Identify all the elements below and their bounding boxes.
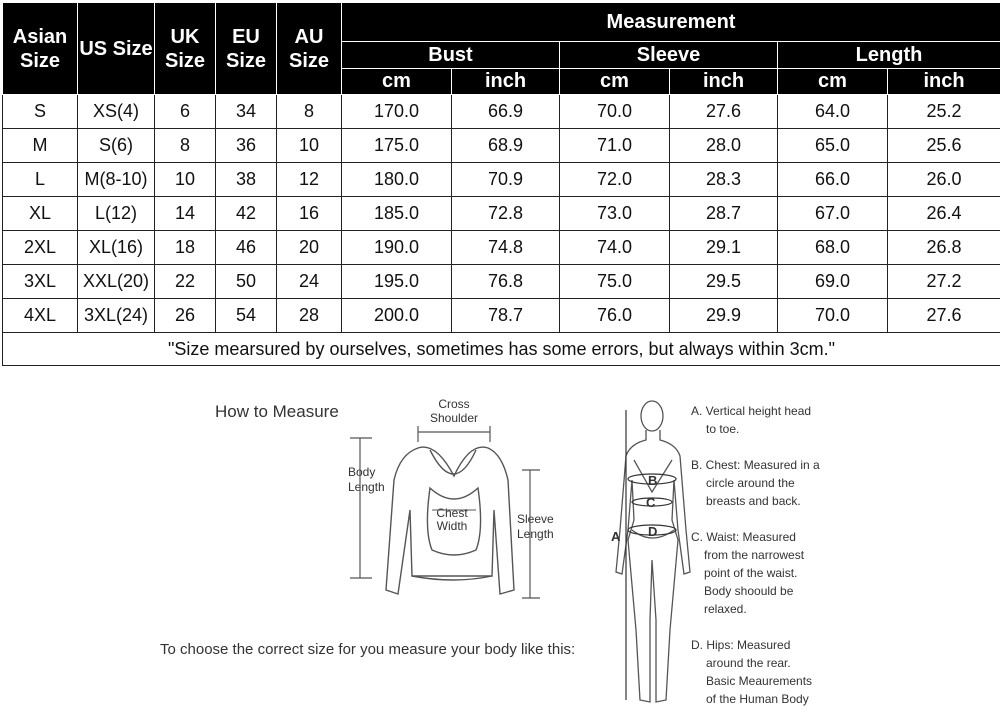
table-cell: 16 [277,197,342,231]
header-asian-size: Asian Size [3,3,78,95]
table-cell: L [3,163,78,197]
header-bust-inch: inch [452,69,560,95]
header-length-cm: cm [778,69,888,95]
table-cell: 14 [155,197,216,231]
table-cell: 75.0 [560,265,670,299]
table-cell: 65.0 [778,129,888,163]
table-cell: 72.0 [560,163,670,197]
note-d-line-4: of the Human Body [706,692,809,706]
note-c-line-1: C. Waist: Measured [691,530,796,544]
table-cell: S(6) [78,129,155,163]
table-cell: 170.0 [342,95,452,129]
table-cell: 175.0 [342,129,452,163]
table-cell: 46 [216,231,277,265]
table-cell: 50 [216,265,277,299]
header-uk-size: UK Size [155,3,216,95]
table-cell: 66.9 [452,95,560,129]
header-length-inch: inch [888,69,1000,95]
note-c-line-4: Body shoould be [704,584,794,598]
table-cell: 64.0 [778,95,888,129]
table-cell: 34 [216,95,277,129]
table-cell: 26.0 [888,163,1000,197]
table-cell: XL(16) [78,231,155,265]
table-cell: 76.0 [560,299,670,333]
header-sleeve-inch: inch [670,69,778,95]
table-cell: 68.9 [452,129,560,163]
table-cell: 38 [216,163,277,197]
table-cell: 27.2 [888,265,1000,299]
header-bust-cm: cm [342,69,452,95]
header-sleeve-cm: cm [560,69,670,95]
marker-d: D [648,524,658,539]
size-rows [3,95,1000,366]
header-measurement: Measurement [342,3,1000,42]
chest-width-label-1: Chest [436,506,468,520]
table-cell: 29.1 [670,231,778,265]
body-length-label-2: Length [348,480,385,494]
cross-shoulder-label-2: Shoulder [429,411,479,425]
measure-guide-illustration [0,380,1000,720]
table-cell: 28 [277,299,342,333]
table-cell: 70.9 [452,163,560,197]
table-cell: 26.4 [888,197,1000,231]
table-cell: 12 [277,163,342,197]
note-c-line-3: point of the waist. [704,566,798,580]
table-cell: 66.0 [778,163,888,197]
table-cell: 10 [155,163,216,197]
instruction-text: To choose the correct size for you measure your body like this: [160,641,576,658]
table-cell: 200.0 [342,299,452,333]
note-a-line-1: A. Vertical height head [691,404,812,418]
cross-shoulder-label-1: Cross [438,397,470,411]
note-d-line-3: Basic Meaurements [706,674,813,688]
table-row [3,129,1000,163]
table-cell: 71.0 [560,129,670,163]
table-cell: L(12) [78,197,155,231]
header-bust: Bust [342,42,560,69]
note-c-line-2: from the narrowest [704,548,805,562]
table-cell: 28.3 [670,163,778,197]
header-eu-size: EU Size [216,3,277,95]
table-cell: 20 [277,231,342,265]
sleeve-length-label-1: Sleeve [517,512,554,526]
table-cell: 73.0 [560,197,670,231]
table-cell: 28.0 [670,129,778,163]
table-cell: 78.7 [452,299,560,333]
marker-c: C [646,495,656,510]
table-cell: 8 [155,129,216,163]
table-cell: 72.8 [452,197,560,231]
table-cell: 6 [155,95,216,129]
chest-width-label-2: Width [436,519,468,533]
table-cell: 27.6 [670,95,778,129]
table-cell: S [3,95,78,129]
table-cell: 74.8 [452,231,560,265]
table-cell: 25.2 [888,95,1000,129]
marker-a: A [611,529,621,544]
table-row [3,163,1000,197]
table-row [3,197,1000,231]
table-cell: 70.0 [778,299,888,333]
table-row [3,299,1000,333]
table-row [3,95,1000,129]
table-cell: 18 [155,231,216,265]
body-length-label-1: Body [348,465,376,479]
size-chart-table [2,2,1000,366]
table-row [3,231,1000,265]
table-cell: 28.7 [670,197,778,231]
table-cell: M [3,129,78,163]
table-cell: 8 [277,95,342,129]
table-cell: 185.0 [342,197,452,231]
table-cell: 24 [277,265,342,299]
header-length: Length [778,42,1000,69]
table-cell: 26.8 [888,231,1000,265]
table-cell: 70.0 [560,95,670,129]
table-cell: 68.0 [778,231,888,265]
table-cell: 25.6 [888,129,1000,163]
table-cell: 42 [216,197,277,231]
table-cell: 74.0 [560,231,670,265]
table-cell: XL [3,197,78,231]
table-cell: 190.0 [342,231,452,265]
note-d-line-2: around the rear. [706,656,791,670]
cross-shoulder-arrow [418,426,490,442]
note-b-line-2: circle around the [706,476,795,490]
table-cell: 26 [155,299,216,333]
marker-b: B [648,473,658,488]
table-cell: 67.0 [778,197,888,231]
table-cell: 22 [155,265,216,299]
table-cell: 3XL(24) [78,299,155,333]
table-cell: 76.8 [452,265,560,299]
size-note: "Size mearsured by ourselves, sometimes has some errors, but always within 3cm." [3,333,1000,366]
body-length-arrow [350,438,372,578]
table-cell: 4XL [3,299,78,333]
table-cell: 10 [277,129,342,163]
note-c-line-5: relaxed. [704,602,747,616]
note-b-line-1: B. Chest: Measured in a [691,458,820,472]
note-b-line-3: breasts and back. [706,494,801,508]
header-us-size: US Size [78,3,155,95]
header-sleeve: Sleeve [560,42,778,69]
table-row [3,265,1000,299]
table-cell: 29.5 [670,265,778,299]
header-au-size: AU Size [277,3,342,95]
table-cell: 3XL [3,265,78,299]
table-cell: 195.0 [342,265,452,299]
table-cell: 180.0 [342,163,452,197]
note-a-line-2: to toe. [706,422,740,436]
table-cell: XS(4) [78,95,155,129]
table-note-row [3,333,1000,366]
table-cell: M(8-10) [78,163,155,197]
table-cell: 27.6 [888,299,1000,333]
table-cell: 29.9 [670,299,778,333]
table-cell: 2XL [3,231,78,265]
table-cell: 36 [216,129,277,163]
table-cell: 69.0 [778,265,888,299]
table-cell: 54 [216,299,277,333]
sleeve-length-label-2: Length [517,527,554,541]
how-to-measure-title: How to Measure [215,402,339,421]
table-cell: XXL(20) [78,265,155,299]
body-figure [616,401,690,702]
note-d-line-1: D. Hips: Measured [691,638,791,652]
